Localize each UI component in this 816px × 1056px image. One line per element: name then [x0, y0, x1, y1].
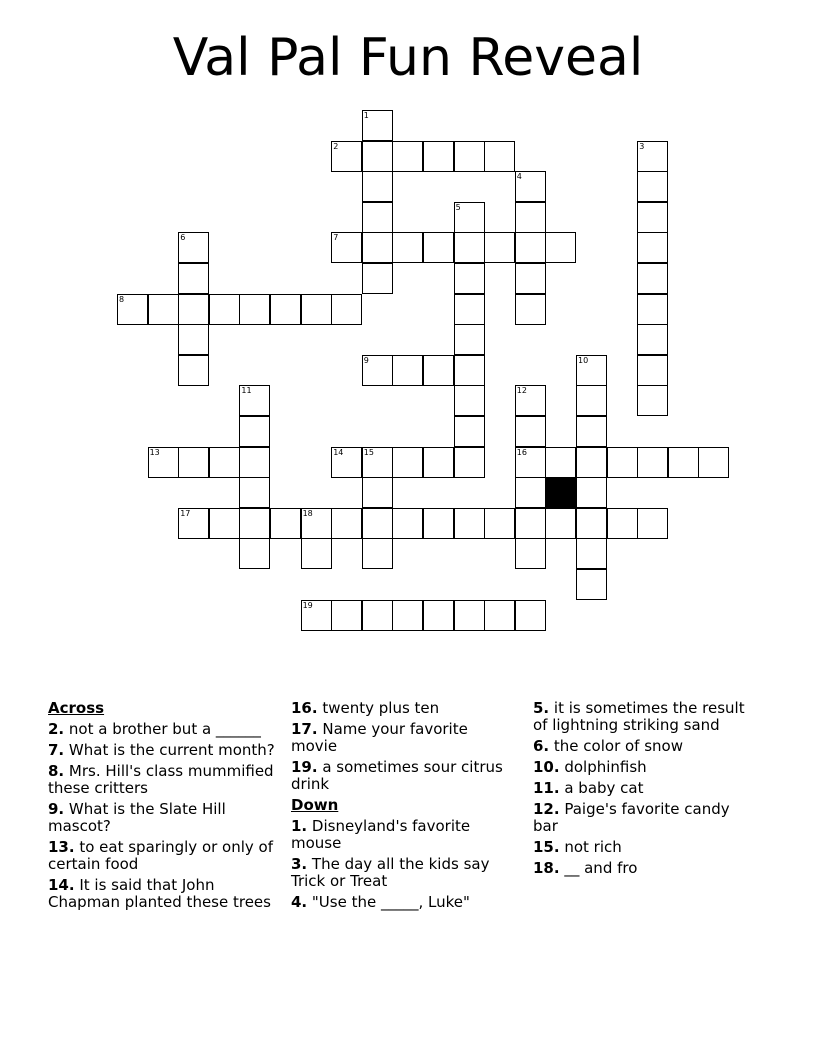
grid-cell[interactable] — [515, 294, 546, 325]
grid-cell[interactable] — [576, 355, 607, 386]
grid-cell[interactable] — [454, 324, 485, 355]
grid-cell[interactable] — [576, 569, 607, 600]
grid-cell[interactable] — [423, 141, 454, 172]
clue-text: twenty plus ten — [317, 699, 440, 717]
clue-num: 10. — [533, 758, 560, 776]
grid-cell[interactable] — [423, 447, 454, 478]
grid-cell[interactable] — [515, 202, 546, 233]
grid-cell[interactable] — [362, 355, 393, 386]
grid-cell[interactable] — [484, 600, 515, 631]
clue-number: 4 — [516, 172, 522, 182]
grid-cell[interactable] — [607, 508, 638, 539]
clue-num: 8. — [48, 762, 65, 780]
clue-text: What is the current month? — [64, 741, 275, 759]
clue-num: 15. — [533, 838, 560, 856]
across-clue-list-continued — [291, 700, 516, 793]
grid-cell[interactable] — [637, 447, 668, 478]
grid-cell[interactable] — [209, 294, 240, 325]
grid-cell[interactable] — [178, 324, 209, 355]
grid-cell[interactable] — [637, 324, 668, 355]
grid-cell[interactable] — [331, 141, 362, 172]
grid-cell[interactable] — [362, 477, 393, 508]
grid-cell[interactable] — [178, 508, 209, 539]
clue-text: the color of snow — [549, 737, 683, 755]
clue-num: 2. — [48, 720, 65, 738]
grid-cell[interactable] — [515, 385, 546, 416]
grid-cell[interactable] — [178, 355, 209, 386]
clue-text: It is said that John Chapman planted these trees — [48, 876, 271, 911]
grid-cell[interactable] — [301, 600, 332, 631]
grid-cell[interactable] — [515, 447, 546, 478]
clue — [48, 763, 283, 797]
grid-cell[interactable] — [362, 232, 393, 263]
clue-text: Disneyland's favorite mouse — [291, 817, 471, 852]
clue — [533, 839, 758, 856]
grid-cell[interactable] — [515, 263, 546, 294]
clue-num: 1. — [291, 817, 308, 835]
grid-cell[interactable] — [362, 141, 393, 172]
clue-number: 1 — [363, 111, 369, 120]
grid-cell[interactable] — [392, 232, 423, 263]
clue-text: Name your favorite movie — [291, 720, 468, 755]
grid-cell[interactable] — [454, 232, 485, 263]
grid-cell[interactable] — [515, 232, 546, 263]
grid-cell[interactable] — [423, 508, 454, 539]
page-title: Val Pal Fun Reveal — [172, 28, 644, 88]
grid-cell[interactable] — [301, 294, 332, 325]
grid-cell[interactable] — [515, 171, 546, 202]
grid-cell[interactable] — [454, 263, 485, 294]
across-clue-list — [48, 721, 283, 911]
grid-cell[interactable] — [392, 355, 423, 386]
grid-cell[interactable] — [148, 447, 179, 478]
grid-cell[interactable] — [362, 110, 393, 141]
clue-num: 3. — [291, 855, 308, 873]
grid-cell[interactable] — [576, 538, 607, 569]
grid-cell[interactable] — [362, 263, 393, 294]
grid-cell[interactable] — [270, 508, 301, 539]
clue-text: not rich — [559, 838, 622, 856]
clue-text: dolphinfish — [559, 758, 647, 776]
clue-num: 6. — [533, 737, 550, 755]
clue-number: 9 — [363, 355, 369, 365]
grid-cell[interactable] — [576, 508, 607, 539]
grid-cell[interactable] — [454, 202, 485, 233]
grid-cell[interactable] — [484, 141, 515, 172]
grid-cell[interactable] — [576, 447, 607, 478]
grid-cell[interactable] — [148, 294, 179, 325]
grid-cell[interactable] — [209, 508, 240, 539]
grid-cell[interactable] — [637, 385, 668, 416]
grid-cell[interactable] — [637, 508, 668, 539]
clue — [533, 801, 758, 835]
grid-cell[interactable] — [392, 600, 423, 631]
clue — [48, 742, 283, 759]
grid-cell[interactable] — [239, 538, 270, 569]
clue — [291, 894, 516, 911]
grid-cell[interactable] — [454, 508, 485, 539]
grid-cell[interactable] — [576, 385, 607, 416]
grid-cell[interactable] — [576, 416, 607, 447]
clue-text: Mrs. Hill's class mummified these critters — [48, 762, 274, 797]
clue-number: 7 — [333, 233, 339, 243]
grid-cell[interactable] — [362, 538, 393, 569]
grid-cell[interactable] — [331, 232, 362, 263]
grid-cell[interactable] — [301, 538, 332, 569]
clue-text: __ and fro — [559, 859, 638, 877]
clue-text: The day all the kids say Trick or Treat — [291, 855, 490, 890]
clue-num: 13. — [48, 838, 75, 856]
clues-column-2 — [291, 700, 516, 915]
grid-cell[interactable] — [362, 202, 393, 233]
grid-cell[interactable] — [239, 477, 270, 508]
grid-cell[interactable] — [392, 447, 423, 478]
clue — [48, 877, 283, 911]
clue-num: 17. — [291, 720, 318, 738]
grid-cell[interactable] — [637, 294, 668, 325]
clue-number: 5 — [455, 202, 461, 212]
grid-cell[interactable] — [178, 294, 209, 325]
down-clue-list-continued — [533, 700, 758, 877]
grid-cell[interactable] — [331, 600, 362, 631]
grid-cell[interactable] — [362, 171, 393, 202]
black-square — [545, 477, 576, 508]
grid-cell[interactable] — [454, 600, 485, 631]
clue — [291, 759, 516, 793]
grid-cell[interactable] — [239, 385, 270, 416]
grid-cell[interactable] — [239, 508, 270, 539]
grid-cell[interactable] — [637, 232, 668, 263]
clue-num: 19. — [291, 758, 318, 776]
grid-cell[interactable] — [637, 202, 668, 233]
clue-number: 17 — [180, 508, 191, 518]
grid-cell[interactable] — [178, 447, 209, 478]
grid-cell[interactable] — [515, 416, 546, 447]
clue-text: a sometimes sour citrus drink — [291, 758, 503, 793]
grid-cell[interactable] — [484, 508, 515, 539]
grid-cell[interactable] — [454, 416, 485, 447]
grid-cell[interactable] — [423, 600, 454, 631]
down-clue-list — [291, 818, 516, 911]
grid-cell[interactable] — [454, 355, 485, 386]
clue — [48, 721, 283, 738]
grid-cell[interactable] — [454, 447, 485, 478]
grid-cell[interactable] — [392, 141, 423, 172]
clue-text: What is the Slate Hill mascot? — [48, 800, 226, 835]
clue — [533, 860, 758, 877]
clue-num: 14. — [48, 876, 75, 894]
clue-number: 10 — [578, 355, 589, 365]
grid-cell[interactable] — [239, 447, 270, 478]
grid-cell[interactable] — [239, 416, 270, 447]
clue-number: 12 — [516, 386, 527, 396]
grid-cell[interactable] — [515, 600, 546, 631]
grid-cell[interactable] — [239, 294, 270, 325]
grid-cell[interactable] — [698, 447, 729, 478]
grid-cell[interactable] — [117, 294, 148, 325]
clue-num: 5. — [533, 699, 550, 717]
clue — [533, 738, 758, 755]
grid-cell[interactable] — [545, 447, 576, 478]
grid-cell[interactable] — [607, 447, 638, 478]
grid-cell[interactable] — [484, 232, 515, 263]
clue — [291, 818, 516, 852]
grid-cell[interactable] — [362, 508, 393, 539]
grid-cell[interactable] — [515, 508, 546, 539]
clue-number: 16 — [516, 447, 527, 457]
clue — [533, 759, 758, 776]
clues-column-3 — [533, 700, 758, 881]
grid-cell[interactable] — [668, 447, 699, 478]
clue — [533, 780, 758, 797]
grid-cell[interactable] — [362, 447, 393, 478]
grid-cell[interactable] — [637, 355, 668, 386]
clue-number: 18 — [302, 508, 313, 518]
grid-cell[interactable] — [331, 508, 362, 539]
clues-column-1 — [48, 700, 283, 915]
grid-cell[interactable] — [301, 508, 332, 539]
grid-cell[interactable] — [331, 447, 362, 478]
grid-cell[interactable] — [545, 508, 576, 539]
grid-cell[interactable] — [576, 477, 607, 508]
grid-cell[interactable] — [423, 232, 454, 263]
clue-num: 7. — [48, 741, 65, 759]
grid-cell[interactable] — [209, 447, 240, 478]
clue-number: 15 — [363, 447, 374, 457]
clue-num: 18. — [533, 859, 560, 877]
across-heading: Across — [48, 699, 105, 717]
grid-cell[interactable] — [637, 171, 668, 202]
grid-cell[interactable] — [178, 263, 209, 294]
clue-num: 4. — [291, 893, 308, 911]
clue-text: not a brother but a ______ — [64, 720, 261, 738]
clue-num: 9. — [48, 800, 65, 818]
grid-cell[interactable] — [178, 232, 209, 263]
clue-number: 3 — [639, 141, 645, 151]
clue-text: to eat sparingly or only of certain food — [48, 838, 274, 873]
clue-number: 8 — [119, 294, 125, 304]
grid-cell[interactable] — [270, 294, 301, 325]
grid-cell[interactable] — [454, 385, 485, 416]
grid-cell[interactable] — [515, 477, 546, 508]
clue-num: 16. — [291, 699, 318, 717]
grid-cell[interactable] — [515, 538, 546, 569]
clue-text: a baby cat — [559, 779, 644, 797]
clue — [48, 839, 283, 873]
grid-cell[interactable] — [637, 141, 668, 172]
clue-number: 6 — [180, 233, 186, 243]
clue — [291, 856, 516, 890]
clue-number: 2 — [333, 141, 339, 151]
clue-number: 19 — [302, 600, 313, 610]
clue-text: it is sometimes the result of lightning striking sand — [533, 699, 745, 734]
grid-cell[interactable] — [454, 141, 485, 172]
grid-cell[interactable] — [545, 232, 576, 263]
down-heading: Down — [291, 796, 339, 814]
grid-cell[interactable] — [331, 294, 362, 325]
clue — [291, 700, 516, 717]
clue-text: "Use the _____, Luke" — [307, 893, 470, 911]
grid-cell[interactable] — [423, 355, 454, 386]
grid-cell[interactable] — [454, 294, 485, 325]
grid-cell[interactable] — [392, 508, 423, 539]
clue-text: Paige's favorite candy bar — [533, 800, 730, 835]
clue-number: 13 — [149, 447, 160, 457]
clue-num: 11. — [533, 779, 560, 797]
clue-number: 14 — [333, 447, 344, 457]
grid-cell[interactable] — [637, 263, 668, 294]
clue-num: 12. — [533, 800, 560, 818]
clue — [291, 721, 516, 755]
clue-number: 11 — [241, 386, 252, 396]
clue — [48, 801, 283, 835]
clue — [533, 700, 758, 734]
grid-cell[interactable] — [362, 600, 393, 631]
